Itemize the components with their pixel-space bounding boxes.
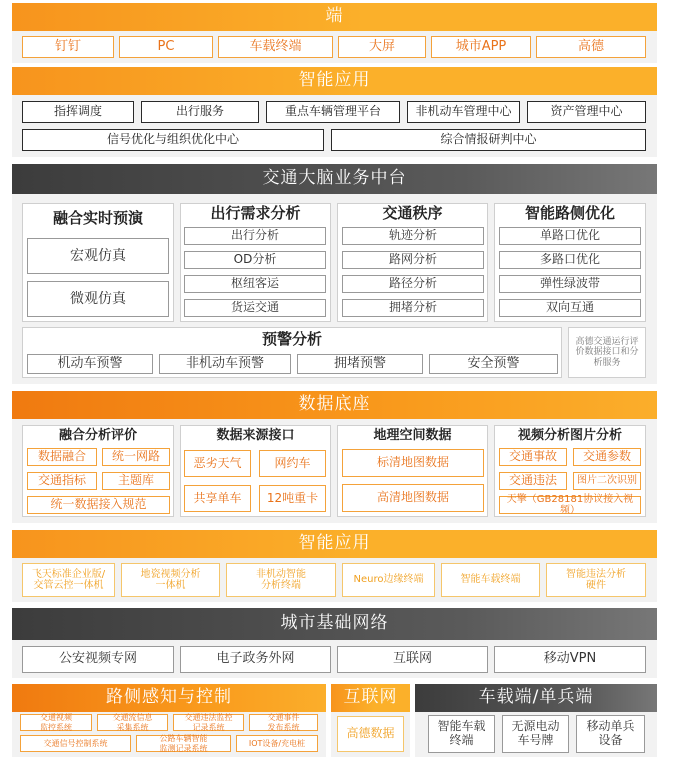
duan-header [12,3,657,31]
travel-title: 出行需求分析 [210,204,301,223]
source-item: 共享单车 [184,485,251,512]
vehicle-header [415,684,657,712]
warning-item: 机动车预警 [27,354,153,374]
duan-item: 大屏 [338,36,426,58]
network-item: 公安视频专网 [22,646,174,673]
source-item: 12吨重卡 [259,485,326,512]
eval-item: 统一网路 [102,448,170,466]
order-item: 路径分析 [342,275,484,293]
warning-item: 非机动车预警 [159,354,291,374]
smart-app-item: 资产管理中心 [527,101,646,123]
duan-item: 城市APP [431,36,531,58]
vehicle-title: 车载端/单兵端 [478,687,594,708]
eval-item: 数据融合 [27,448,97,466]
warning-title: 预警分析 [261,330,322,349]
travel-item: OD分析 [184,251,326,269]
source-item: 网约车 [259,450,326,477]
travel-item: 出行分析 [184,227,326,245]
warning-item: 安全预警 [429,354,558,374]
smart-app2-item: 飞天标准企业版/ 交管云控一体机 [22,563,115,597]
geo-title: 地理空间数据 [373,427,452,443]
internet-item: 高德数据 [337,716,404,752]
fusion-item: 微观仿真 [27,281,169,317]
smart-app-item: 信号优化与组织优化中心 [22,129,324,151]
brain-title: 交通大脑业务中台 [262,168,407,189]
fusion-title: 融合实时预演 [52,209,143,228]
road-item: 双向互通 [499,299,641,317]
smart-app-item: 指挥调度 [22,101,134,123]
duan-title: 端 [325,6,344,27]
fusion-item: 宏观仿真 [27,238,169,274]
smart-app-title: 智能应用 [298,70,371,91]
smart-app2-item: 非机动智能 分析终端 [226,563,336,597]
smart-app2-item: 地瓷视频分析 一体机 [121,563,220,597]
eval-item: 统一数据接入规范 [27,496,170,514]
roadside-item: IOT设备/充电桩 [236,735,318,752]
road-item: 弹性绿波带 [499,275,641,293]
video-item: 交通违法 [499,472,567,490]
data-base-header [12,391,657,419]
brain-header [12,164,657,194]
smart-app2-header [12,530,657,558]
eval-item: 主题库 [102,472,170,490]
network-item: 电子政务外网 [180,646,331,673]
internet-title: 互联网 [343,687,398,708]
vehicle-item: 移动单兵 设备 [576,715,645,753]
order-item: 拥堵分析 [342,299,484,317]
smart-app-item: 重点车辆管理平台 [266,101,400,123]
travel-item: 枢纽客运 [184,275,326,293]
geo-item: 标清地图数据 [342,449,484,477]
video-item: 交通事故 [499,448,567,466]
vehicle-item: 无源电动 车号牌 [502,715,569,753]
roadside-item: 交通流信息 采集系统 [97,714,168,731]
network-item: 移动VPN [494,646,646,673]
source-title: 数据来源接口 [216,427,295,443]
duan-item: PC [119,36,213,58]
smart-app2-title: 智能应用 [298,533,371,554]
network-item: 互联网 [337,646,488,673]
internet-header [331,684,410,712]
vehicle-item: 智能车载 终端 [428,715,495,753]
eval-title: 融合分析评价 [58,427,137,443]
roadside-item: 交通信号控制系统 [20,735,131,752]
smart-app2-item: 智能车载终端 [441,563,540,597]
order-title: 交通秩序 [382,204,443,223]
smart-app-header [12,67,657,95]
source-item: 恶劣天气 [184,450,251,477]
road-item: 多路口优化 [499,251,641,269]
video-title: 视频分析图片分析 [517,427,622,443]
duan-item: 高德 [536,36,646,58]
geo-item: 高清地图数据 [342,484,484,512]
eval-item: 交通指标 [27,472,97,490]
roadside-item: 交通违法监控 记录系统 [173,714,244,731]
travel-item: 货运交通 [184,299,326,317]
side-note: 高德交通运行评价数据接口和分析服务 [568,327,646,378]
smart-app-item: 出行服务 [141,101,259,123]
roadside-item: 交通视频 监控系统 [20,714,92,731]
order-item: 路网分析 [342,251,484,269]
smart-app-item: 综合情报研判中心 [331,129,646,151]
network-title: 城市基础网络 [280,613,389,634]
video-item: 图片二次识别 [573,472,641,490]
network-header [12,608,657,640]
roadside-header [12,684,326,712]
smart-app2-item: Neuro边缘终端 [342,563,435,597]
smart-app2-item: 智能违法分析 硬件 [546,563,646,597]
road-title: 智能路侧优化 [524,204,615,223]
road-item: 单路口优化 [499,227,641,245]
roadside-item: 交通事件 发布系统 [249,714,318,731]
video-item: 天擎（GB28181协议接入视频） [499,496,641,514]
smart-app-item: 非机动车管理中心 [407,101,520,123]
duan-item: 钉钉 [22,36,114,58]
duan-item: 车载终端 [218,36,333,58]
roadside-title: 路侧感知与控制 [106,687,232,708]
warning-item: 拥堵预警 [297,354,423,374]
roadside-item: 公路车辆智能 监测记录系统 [136,735,231,752]
data-base-title: 数据底座 [298,394,371,415]
order-item: 轨迹分析 [342,227,484,245]
video-item: 交通参数 [573,448,641,466]
